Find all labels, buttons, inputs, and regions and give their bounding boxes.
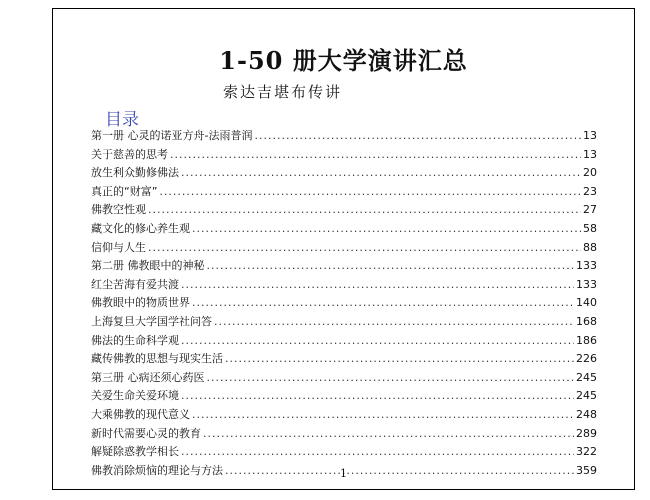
toc-entry-title: 佛法的生命科学观 bbox=[91, 333, 179, 347]
toc-entry-title: 关于慈善的思考 bbox=[91, 147, 168, 161]
toc-entry-title: 藏传佛教的思想与现实生活 bbox=[91, 352, 223, 366]
toc-leader bbox=[192, 222, 581, 235]
toc-entry[interactable] bbox=[91, 146, 597, 165]
toc-entry[interactable] bbox=[91, 220, 597, 239]
toc-leader bbox=[214, 315, 574, 328]
toc-entry-page: 23 bbox=[583, 184, 597, 198]
toc-entry-page: 13 bbox=[583, 129, 597, 142]
toc-leader bbox=[159, 185, 581, 198]
toc-entry-title: 红尘苦海有爱共渡 bbox=[91, 277, 179, 291]
toc-leader bbox=[148, 203, 581, 216]
toc-entry-title: 第三册 心病还须心药医 bbox=[91, 370, 205, 384]
toc-entry-page: 226 bbox=[576, 352, 597, 366]
table-of-contents bbox=[91, 127, 597, 480]
toc-entry[interactable] bbox=[91, 313, 597, 332]
toc-entry-title: 大乘佛教的现代意义 bbox=[91, 407, 190, 421]
toc-leader bbox=[192, 296, 574, 309]
toc-entry-page: 186 bbox=[576, 333, 597, 347]
toc-leader bbox=[192, 408, 574, 421]
toc-entry-page: 248 bbox=[576, 407, 597, 421]
toc-entry-page: 140 bbox=[576, 296, 597, 310]
toc-leader bbox=[181, 389, 574, 402]
toc-leader bbox=[207, 371, 575, 384]
toc-entry[interactable] bbox=[91, 239, 597, 258]
toc-entry[interactable] bbox=[91, 369, 597, 388]
toc-entry[interactable] bbox=[91, 127, 597, 146]
toc-leader bbox=[181, 166, 581, 179]
toc-entry-title: 新时代需要心灵的教育 bbox=[91, 426, 201, 440]
toc-entry[interactable] bbox=[91, 201, 597, 220]
toc-leader bbox=[254, 129, 581, 142]
toc-entry-title: 佛教空性观 bbox=[91, 203, 146, 217]
toc-entry-page: 27 bbox=[583, 203, 597, 217]
toc-entry[interactable] bbox=[91, 183, 597, 202]
toc-entry-page: 88 bbox=[583, 240, 597, 254]
toc-entry-title: 第二册 佛教眼中的神秘 bbox=[91, 259, 205, 273]
toc-entry-page: 133 bbox=[576, 259, 597, 273]
toc-entry-title: 放生利众勤修佛法 bbox=[91, 166, 179, 180]
document-subtitle: 索达吉堪布传讲 bbox=[223, 83, 343, 101]
toc-entry-page: 245 bbox=[576, 370, 597, 384]
toc-entry[interactable] bbox=[91, 406, 597, 425]
toc-entry-title: 藏文化的修心养生观 bbox=[91, 221, 190, 235]
toc-leader bbox=[181, 334, 574, 347]
toc-entry-title: 佛教眼中的物质世界 bbox=[91, 296, 190, 310]
toc-entry-page: 20 bbox=[583, 166, 597, 180]
toc-leader bbox=[170, 148, 581, 161]
toc-entry[interactable] bbox=[91, 387, 597, 406]
toc-entry-page: 359 bbox=[576, 463, 597, 477]
toc-entry-title: 真正的“财富” bbox=[91, 184, 158, 198]
toc-leader bbox=[203, 427, 574, 440]
toc-leader bbox=[225, 352, 574, 365]
toc-entry-title: 信仰与人生 bbox=[91, 240, 146, 254]
document-title: 1-50 册大学演讲汇总 bbox=[219, 46, 468, 75]
toc-entry[interactable] bbox=[91, 332, 597, 351]
toc-entry[interactable] bbox=[91, 443, 597, 462]
toc-entry-page: 322 bbox=[576, 445, 597, 459]
toc-entry-page: 245 bbox=[576, 389, 597, 403]
toc-leader bbox=[181, 445, 574, 458]
toc-leader bbox=[148, 241, 581, 254]
page-number: 1 bbox=[340, 467, 347, 480]
document-page bbox=[52, 8, 635, 490]
toc-entry-title: 解疑除惑教学相长 bbox=[91, 445, 179, 459]
toc-entry-title: 第一册 心灵的诺亚方舟-法雨普润 bbox=[91, 129, 253, 142]
toc-entry-page: 133 bbox=[576, 277, 597, 291]
toc-entry-page: 289 bbox=[576, 426, 597, 440]
toc-entry[interactable] bbox=[91, 425, 597, 444]
toc-entry[interactable] bbox=[91, 294, 597, 313]
toc-entry-title: 关爱生命关爱环境 bbox=[91, 389, 179, 403]
toc-entry-page: 58 bbox=[583, 221, 597, 235]
toc-entry-page: 13 bbox=[583, 147, 597, 161]
toc-entry-page: 168 bbox=[576, 314, 597, 328]
toc-entry[interactable] bbox=[91, 276, 597, 295]
toc-entry[interactable] bbox=[91, 257, 597, 276]
toc-entry[interactable] bbox=[91, 350, 597, 369]
toc-leader bbox=[207, 259, 575, 272]
toc-entry[interactable] bbox=[91, 164, 597, 183]
toc-entry-title: 佛教消除烦恼的理论与方法 bbox=[91, 463, 223, 477]
toc-leader bbox=[181, 278, 574, 291]
toc-entry-title: 上海复旦大学国学社问答 bbox=[91, 314, 212, 328]
toc-heading: 目录 bbox=[105, 110, 139, 130]
